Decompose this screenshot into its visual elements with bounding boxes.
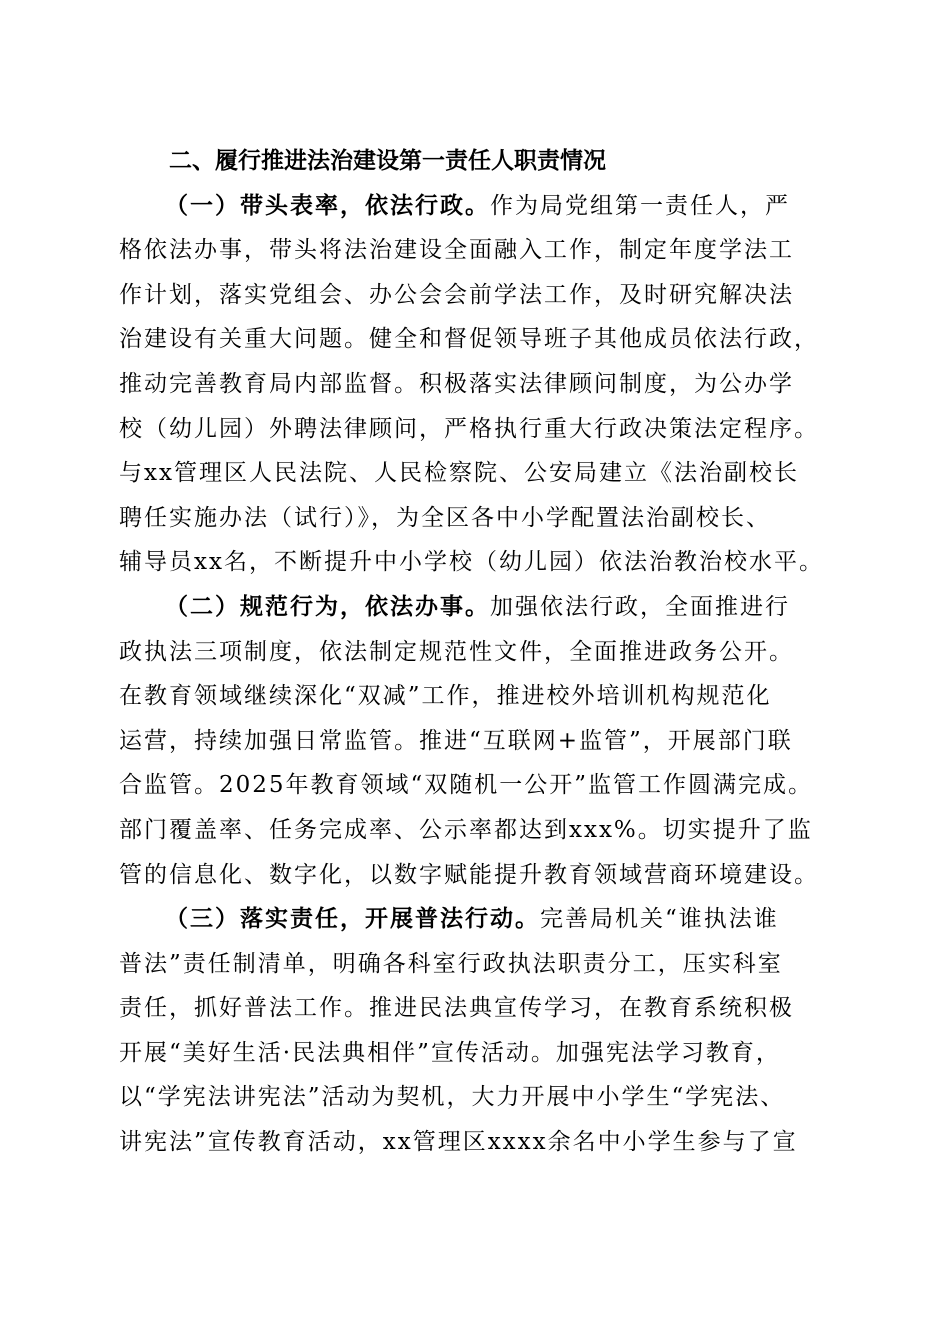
paragraph-2-line: 在教育领域继续深化“双减”工作，推进校外培训机构规范化: [119, 683, 772, 710]
paragraph-2-line: 管的信息化、数字化，以数字赋能提升教育领域营商环境建设。: [119, 861, 819, 888]
paragraph-3: [119, 897, 831, 1165]
paragraph-3-lead: （三）落实责任，开展普法行动。: [165, 906, 540, 933]
paragraph-1-line: 作计划，落实党组会、办公会会前学法工作，及时研究解决法: [119, 281, 794, 308]
paragraph-1-line: 与xx管理区人民法院、人民检察院、公安局建立《法治副校长: [119, 460, 799, 487]
paragraph-1-line: 辅导员xx名，不断提升中小学校（幼儿园）依法治教治校水平。: [119, 549, 824, 576]
paragraph-3-line-1: （三）落实责任，开展普法行动。完善局机关“谁执法谁: [165, 906, 779, 933]
paragraph-1-line-1: （一）带头表率，依法行政。作为局党组第一责任人，严: [165, 192, 790, 219]
paragraph-1-line: 校（幼儿园）外聘法律顾问，严格执行重大行政决策法定程序。: [119, 415, 819, 442]
section-heading: 二、履行推进法治建设第一责任人职责情况: [169, 148, 606, 174]
document-body: [119, 139, 831, 1165]
paragraph-2-line: 部门覆盖率、任务完成率、公示率都达到xxx%。切实提升了监: [119, 816, 813, 843]
paragraph-3-line: 开展“美好生活·民法典相伴”宣传活动。加强宪法学习教育，: [119, 1039, 781, 1066]
paragraph-1-line: 治建设有关重大问题。健全和督促领导班子其他成员依法行政，: [119, 326, 819, 353]
paragraph-1-line: 推动完善教育局内部监督。积极落实法律顾问制度，为公办学: [119, 370, 794, 397]
paragraph-3-line: 责任，抓好普法工作。推进民法典宣传学习，在教育系统积极: [119, 995, 794, 1022]
paragraph-1: [119, 184, 831, 585]
paragraph-1-line: 聘任实施办法（试行）》，为全区各中小学配置法治副校长、: [119, 504, 771, 531]
paragraph-2-line-1: （二）规范行为，依法办事。加强依法行政，全面推进行: [165, 593, 790, 620]
paragraph-1-lead: （一）带头表率，依法行政。: [165, 192, 490, 219]
paragraph-3-line: 以“学宪法讲宪法”活动为契机，大力开展中小学生“学宪法、: [119, 1084, 786, 1111]
paragraph-1-line: 格依法办事，带头将法治建设全面融入工作，制定年度学法工: [119, 237, 794, 264]
paragraph-2-line: 合监管。2025年教育领域“双随机一公开”监管工作圆满完成。: [119, 772, 814, 799]
paragraph-3-line: 讲宪法”宣传教育活动，xx管理区xxxx余名中小学生参与了宣: [119, 1129, 798, 1156]
paragraph-2: [119, 585, 831, 897]
paragraph-2-line: 运营，持续加强日常监管。推进“互联网+监管”，开展部门联: [119, 727, 793, 754]
paragraph-3-line: 普法”责任制清单，明确各科室行政执法职责分工，压实科室: [119, 950, 783, 977]
paragraph-2-lead: （二）规范行为，依法办事。: [165, 593, 490, 620]
paragraph-2-line: 政执法三项制度，依法制定规范性文件，全面推进政务公开。: [119, 638, 794, 665]
